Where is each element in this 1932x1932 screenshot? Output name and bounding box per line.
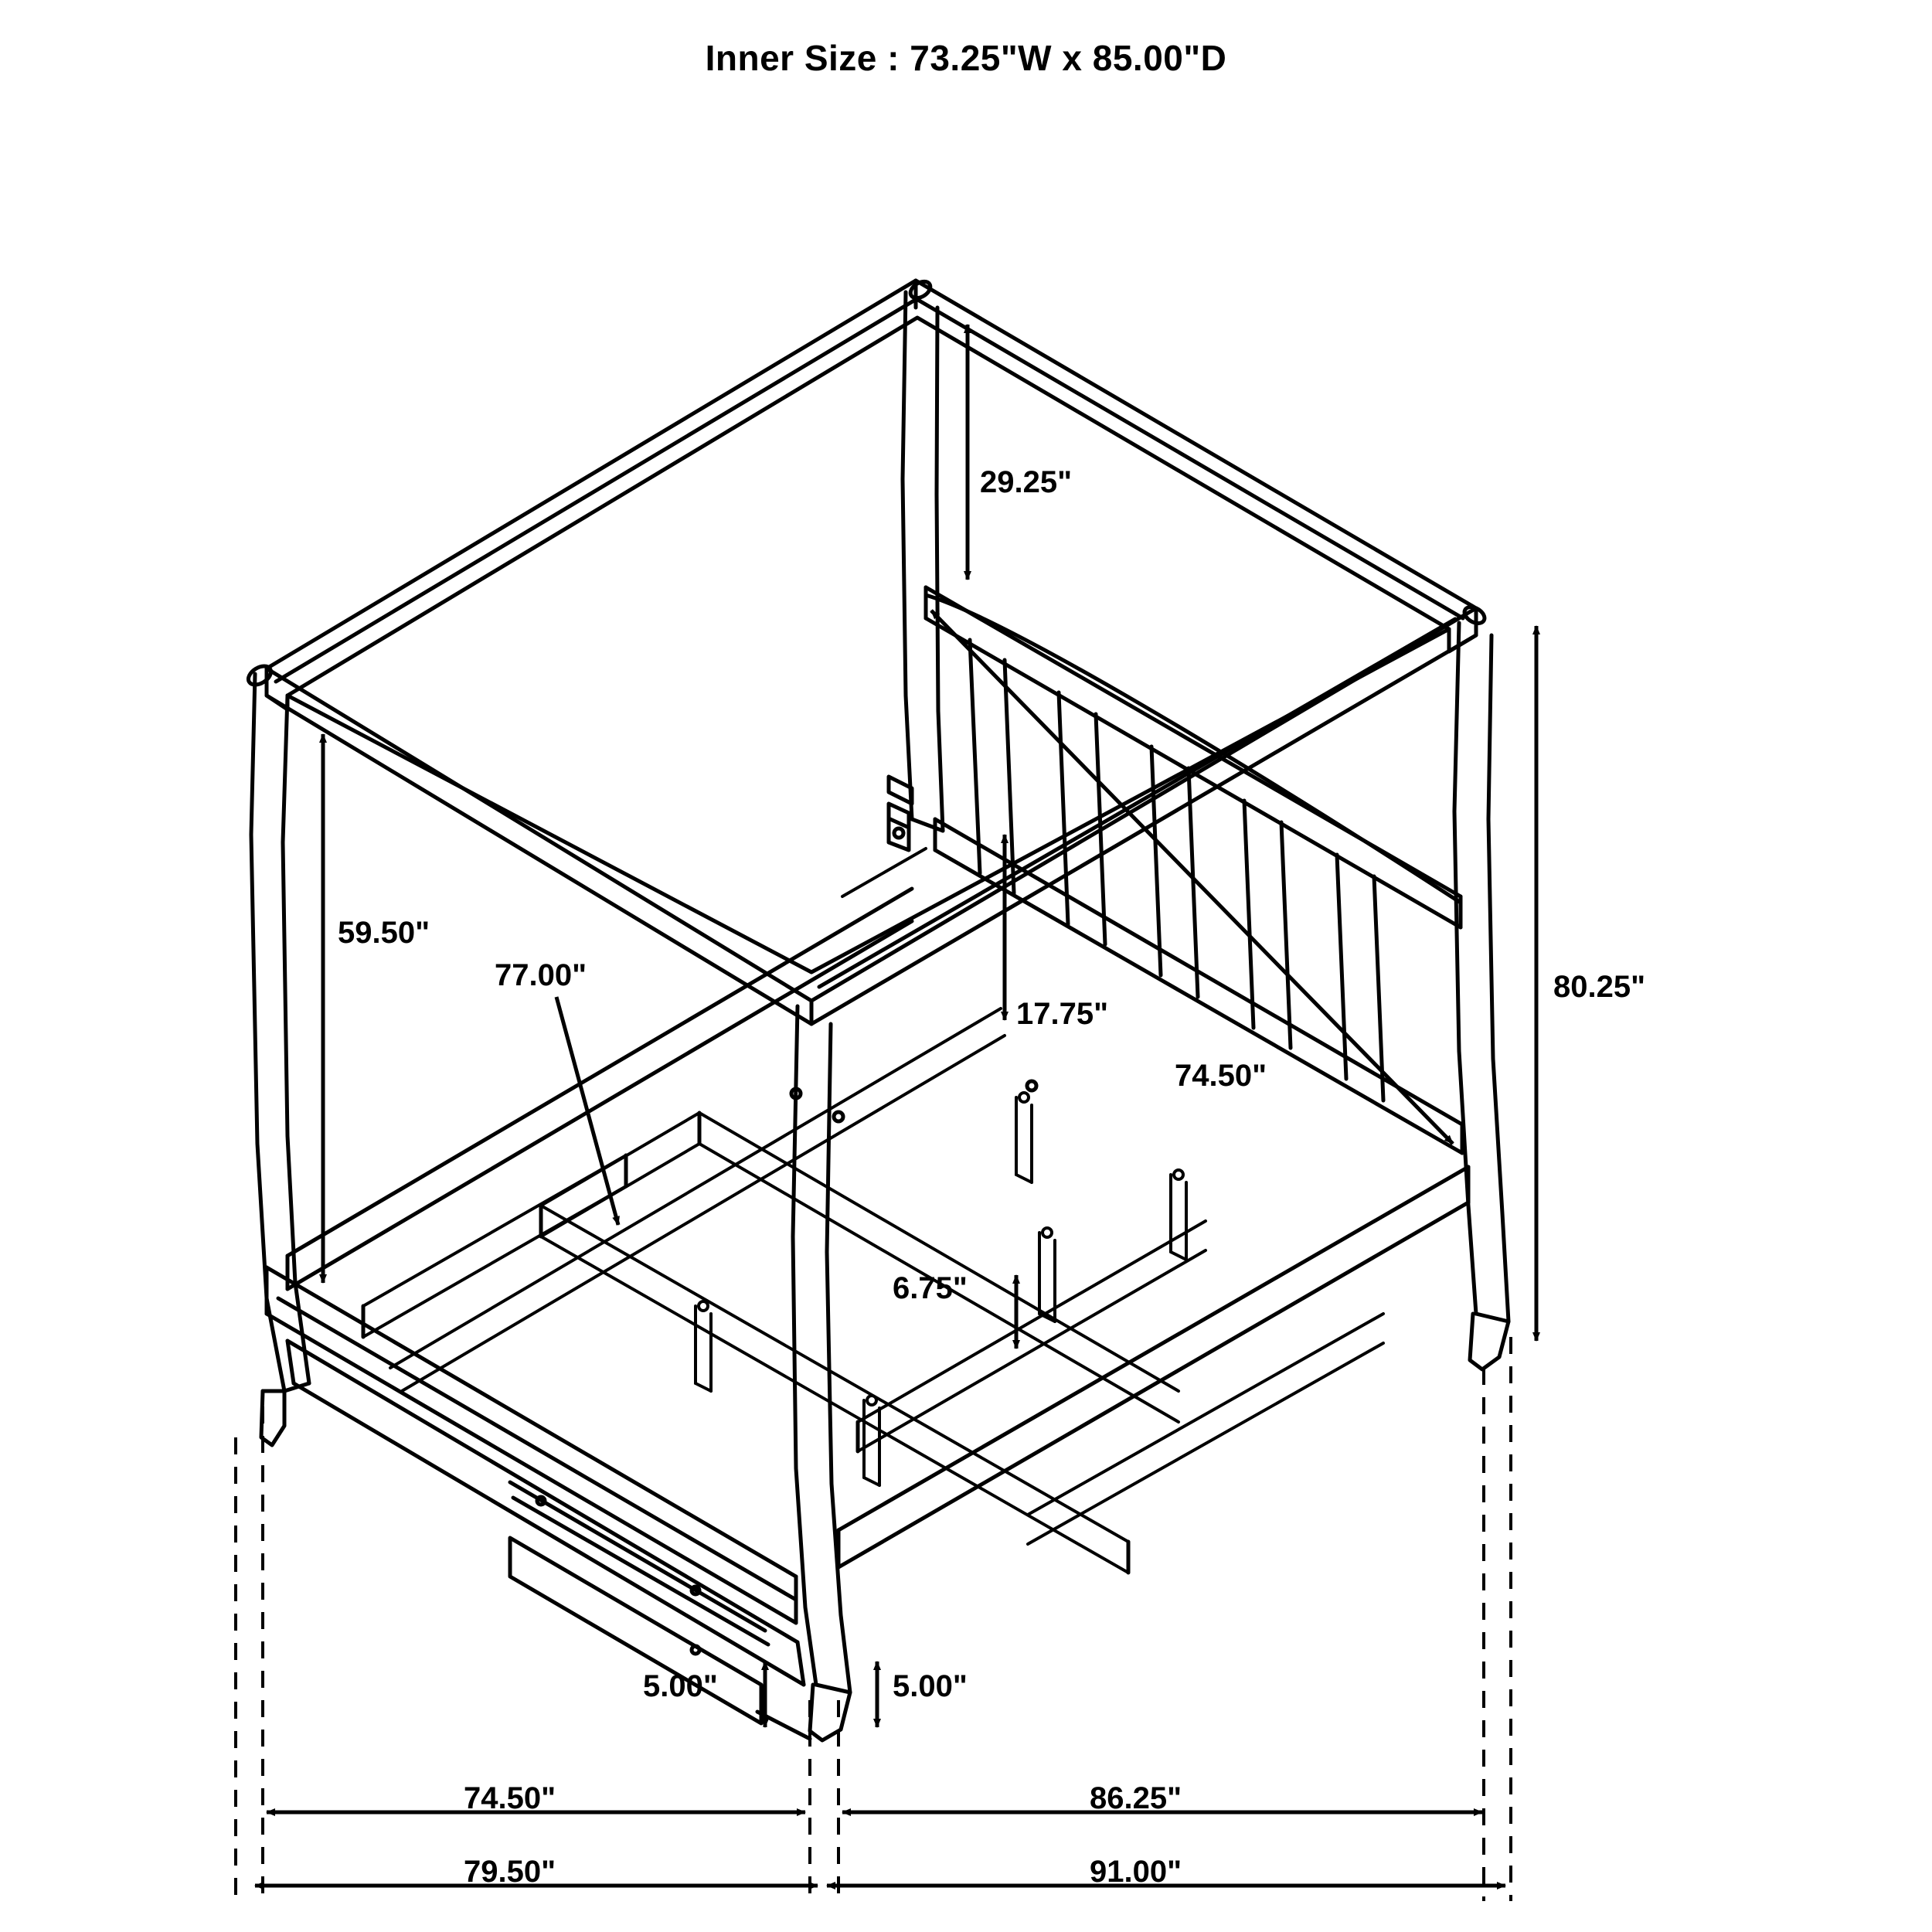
dimension-label-headboard-width: 74.50" [1175, 1059, 1267, 1093]
dimension-label-canopy-height-left: 59.50" [338, 916, 430, 950]
dimension-label-headboard-to-rail: 17.75" [1016, 997, 1109, 1031]
page-title: Inner Size : 73.25"W x 85.00"D [705, 38, 1227, 78]
dimension-label-overall-width-bottom: 79.50" [464, 1855, 556, 1889]
dimension-label-slat-span: 77.00" [495, 958, 587, 992]
dimension-label-inner-depth-bottom: 86.25" [1090, 1781, 1182, 1815]
dimension-label-post-top-to-headboard: 29.25" [980, 465, 1073, 499]
dimension-label-foot-post-clearance-right: 5.00" [893, 1669, 968, 1703]
dimension-label-overall-height-right: 80.25" [1553, 970, 1646, 1004]
dimension-label-inner-width-bottom: 74.50" [464, 1781, 556, 1815]
dimension-label-slat-clearance: 6.75" [893, 1271, 968, 1305]
dimension-label-overall-depth-bottom: 91.00" [1090, 1855, 1182, 1889]
dimension-label-foot-post-clearance-left: 5.00" [643, 1669, 718, 1703]
